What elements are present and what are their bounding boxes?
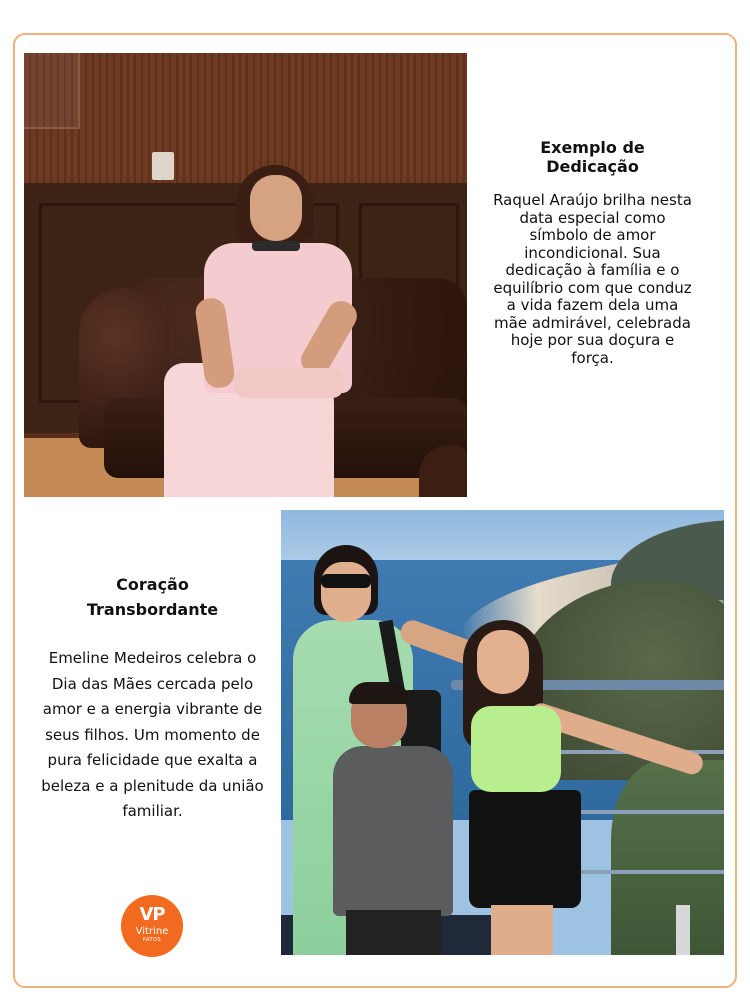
mother-sunglasses xyxy=(321,574,371,588)
woman-collar xyxy=(252,241,300,251)
woman-face xyxy=(250,175,302,241)
light-switch xyxy=(152,152,174,180)
railing-post xyxy=(676,905,690,955)
section-2-body: Emeline Medeiros celebra o Dia das Mães cercada pelo amor e a energia vibrante de seus filhos. Um momento de pura felicidade que exalta a beleza e a plenitude da união familiar. xyxy=(41,649,264,820)
photo-emeline-medeiros xyxy=(281,510,724,955)
section-2-title: Coração Transbordante xyxy=(86,575,219,619)
woman-hands xyxy=(234,368,344,398)
boy-hair xyxy=(349,682,409,704)
boy-pants xyxy=(346,910,441,955)
logo-mark: VP xyxy=(139,904,165,925)
girl-face xyxy=(477,630,529,694)
section-2-text xyxy=(40,572,265,825)
section-1-text xyxy=(470,138,715,367)
girl-top xyxy=(471,706,561,792)
girl-skirt xyxy=(469,790,581,908)
wall-frame xyxy=(24,53,80,129)
section-1-body: Raquel Araújo brilha nesta data especial como símbolo de amor incondicional. Sua dedicação à família e o equilíbrio com que conduz a vida fazem dela uma mãe admirável, celebrada hoje por sua doçura e força. xyxy=(493,191,692,367)
logo-subtitle: PATOS xyxy=(142,937,162,943)
photo-raquel-araujo xyxy=(24,53,467,497)
girl-legs xyxy=(491,905,553,955)
section-1-title: Exemplo de Dedicação xyxy=(540,138,645,176)
vitrine-patos-logo xyxy=(121,895,183,957)
logo-name: Vitrine xyxy=(135,926,169,937)
boy-shirt xyxy=(333,746,453,916)
mother-face xyxy=(321,562,371,622)
cliff xyxy=(611,760,724,955)
